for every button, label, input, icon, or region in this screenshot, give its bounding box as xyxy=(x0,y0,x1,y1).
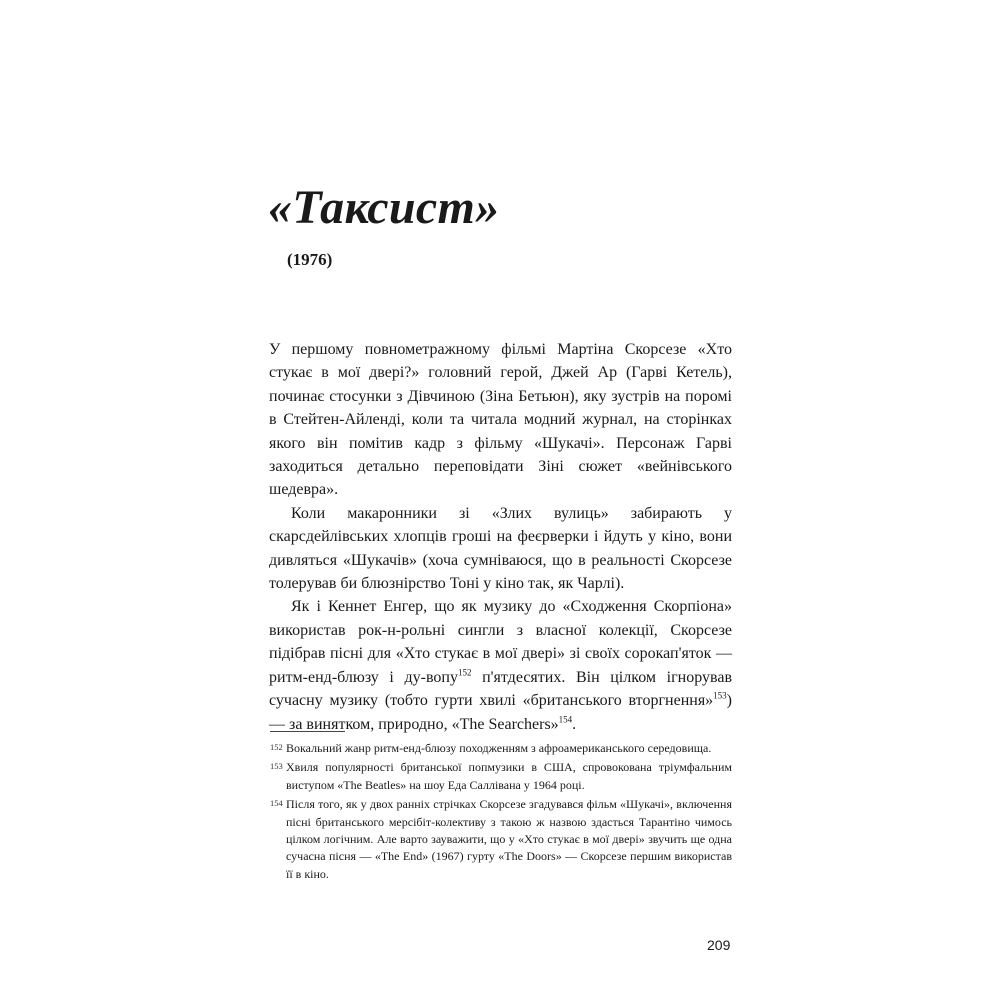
paragraph-2: Коли макаронники зі «Злих вулиць» забирають у скарсдейлівських хлопців гроші на феєрверки і йдуть у кіно, вони дивляться «Шукачів» (хоча сумніваюся, що в реальності Скорсезе толерував би блюзнірство Тоні у кіно так, як Чарлі). xyxy=(269,504,732,593)
paragraph-3-part-d: . xyxy=(572,715,577,733)
paragraph-3-part-a: Як і Кеннет Енгер, що як музику до «Сходження Скорпіона» використав рок-н-рольні сингли з власної колекції, Скорсезе підібрав пісні для «Хто стукає в мої двері» зі своїх сорокап'яток — ритм-енд-блюзу і ду-вопу xyxy=(269,598,732,686)
footnote-divider xyxy=(270,731,345,732)
paragraph-3-part-b: п'ятдесятих. Він цілком ігнорував сучасну музику (тобто гурти хвилі «британського вторгнення» xyxy=(269,668,732,710)
chapter-title: «Таксист» xyxy=(268,181,500,234)
footnote-ref-153: 153 xyxy=(713,690,727,701)
page-number: 209 xyxy=(707,937,731,953)
footnotes xyxy=(270,740,732,885)
body-text xyxy=(269,338,732,736)
footnote xyxy=(270,759,732,794)
footnote-number: 153 xyxy=(270,761,283,772)
chapter-year: (1976) xyxy=(287,250,333,269)
footnote-ref-152: 152 xyxy=(457,667,472,678)
footnote xyxy=(270,740,732,757)
footnote-ref-154: 154 xyxy=(558,714,573,725)
footnote-text: Хвиля популярності британської попмузики в США, спровокована тріумфальним виступом «The Beatles» на шоу Еда Салліванa у 1964 році. xyxy=(286,760,732,792)
footnote-number: 154 xyxy=(270,798,283,809)
paragraph-3-part-c: ) — за винятком, природно, «The Searchers» xyxy=(269,692,732,733)
paragraph-3 xyxy=(269,595,732,735)
footnote-text: Після того, як у двох ранніх стрічках Скорсезе згадувався фільм «Шукачі», включення пісні британського мерсібіт-колективу з такою ж назвою здасться Тарантіно чимось цілком логічним. Але варто зауважити, що у «Хто стукає в мої двері» звучить ще одна сучасна пісня — «The End» (1967) гурту «The Doors» — Скорсезе першим використав її в кіно. xyxy=(286,797,732,881)
footnote-number: 152 xyxy=(270,742,283,752)
paragraph-1: У першому повнометражному фільмі Мартіна Скорсезе «Хто стукає в мої двері?» головний герой, Джей Ар (Гарві Кетель), починає стосунки з Дівчиною (Зіна Бетьюн), яку зустрів на поромі в Стейтен-Айленді, коли та читала модний журнал, на сторінках якого він помітив кадр з фільму «Шукачі». Персонаж Гарві заходиться детально переповідати Зіні сюжет «вейнівського шедевра». xyxy=(269,341,732,499)
footnote-text: Вокальний жанр ритм-енд-блюзу походженням з афроамериканського середовища. xyxy=(286,741,712,755)
footnote xyxy=(270,796,732,883)
